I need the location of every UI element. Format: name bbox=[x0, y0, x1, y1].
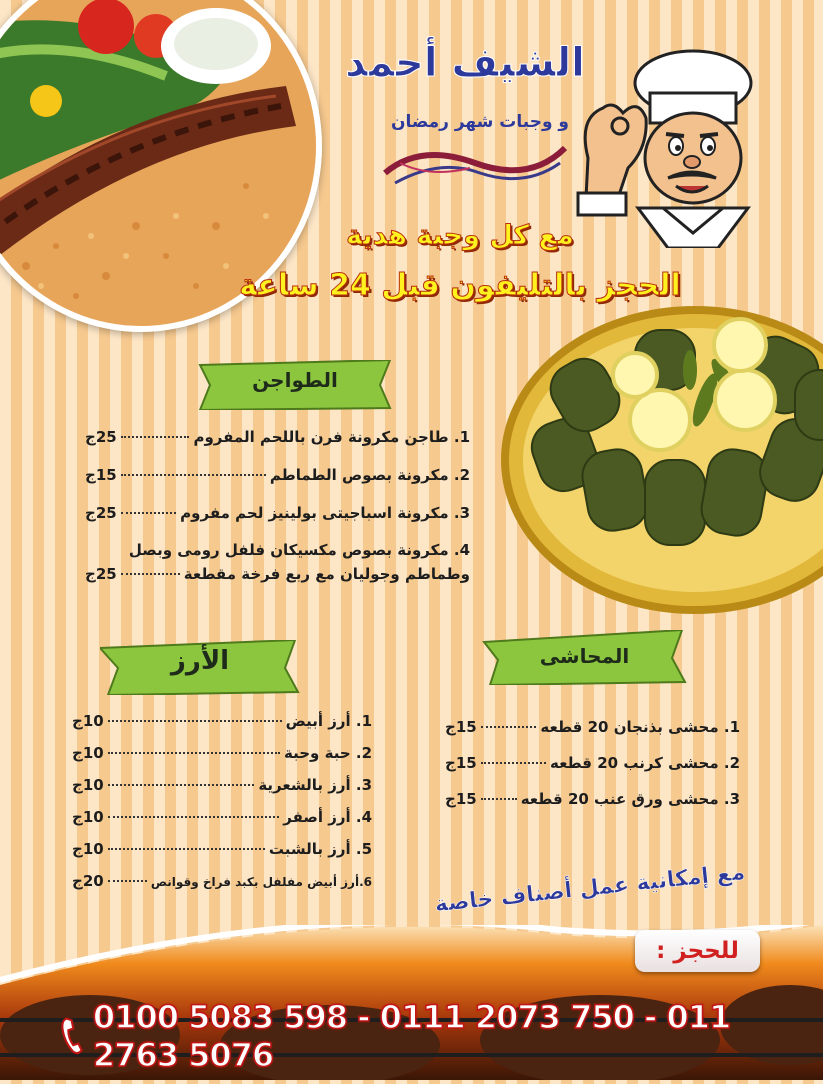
list-item bbox=[445, 790, 740, 826]
item-price: 20ج bbox=[72, 872, 104, 890]
item-price: 10ج bbox=[72, 840, 104, 858]
item-price: 25ج bbox=[85, 565, 117, 583]
item-name: 5. أرز بالشبت bbox=[268, 840, 372, 858]
rice-ribbon bbox=[100, 640, 300, 695]
item-price: 15ج bbox=[445, 754, 477, 772]
item-name: 1. محشى بذنجان 20 قطعه bbox=[540, 718, 740, 736]
item-name: 4. أرز أصفر bbox=[283, 808, 372, 826]
mahashi-title: المحاشى bbox=[539, 644, 630, 668]
dot-leader bbox=[121, 474, 266, 476]
tawajen-list bbox=[85, 428, 470, 586]
dot-leader bbox=[481, 726, 537, 728]
list-item bbox=[445, 718, 740, 754]
tawajen-title: الطواجن bbox=[252, 368, 338, 392]
list-item bbox=[72, 744, 372, 776]
dot-leader bbox=[108, 880, 147, 882]
dot-leader bbox=[481, 798, 517, 800]
dot-leader bbox=[481, 762, 546, 764]
dot-leader bbox=[121, 512, 176, 514]
page-subtitle: و وجبات شهر رمضان bbox=[390, 112, 570, 132]
item-price: 25ج bbox=[85, 428, 117, 446]
item-name-line2: وطماطم وجوليان مع ربع فرخة مقطعة bbox=[183, 565, 470, 583]
item-name: 6.أرز أبيض مفلفل بكبد فراخ وقوانص bbox=[150, 875, 372, 889]
page-title: الشيف أحمد bbox=[345, 40, 585, 86]
list-item bbox=[72, 712, 372, 744]
item-price: 10ج bbox=[72, 712, 104, 730]
item-name: 3. أرز بالشعرية bbox=[258, 776, 372, 794]
dot-leader bbox=[108, 816, 280, 818]
mahashi-list bbox=[445, 718, 740, 826]
item-price: 25ج bbox=[85, 504, 117, 522]
item-name-line1: 4. مكرونة بصوص مكسيكان فلفل رومى وبصل bbox=[128, 541, 470, 559]
item-price: 15ج bbox=[445, 790, 477, 808]
dot-leader bbox=[108, 848, 265, 850]
list-item bbox=[445, 754, 740, 790]
item-name: 3. محشى ورق عنب 20 قطعه bbox=[520, 790, 740, 808]
list-item bbox=[85, 466, 470, 504]
special-orders-note: مع إمكانية عمل أصناف خاصة bbox=[433, 860, 747, 918]
list-item bbox=[85, 428, 470, 466]
rice-title: الأرز bbox=[170, 646, 230, 676]
item-name: 3. مكرونة اسباجيتى بولينيز لحم مفروم bbox=[180, 504, 470, 522]
dot-leader bbox=[121, 436, 190, 438]
booking-label: للحجز : bbox=[635, 930, 760, 972]
dot-leader bbox=[108, 752, 280, 754]
item-price: 10ج bbox=[72, 744, 104, 762]
dot-leader bbox=[121, 573, 180, 575]
mahashi-ribbon bbox=[482, 630, 687, 685]
list-item bbox=[72, 840, 372, 872]
rice-list bbox=[72, 712, 372, 904]
list-item bbox=[72, 776, 372, 808]
swirl-ornament bbox=[380, 138, 570, 193]
gift-promo: مع كل وجبة هدية bbox=[346, 220, 574, 251]
phone-icon bbox=[60, 1013, 85, 1059]
dot-leader bbox=[108, 720, 282, 722]
item-name: 1. طاجن مكرونة فرن باللحم المفروم bbox=[193, 428, 470, 446]
item-name: 2. حبة وحبة bbox=[284, 744, 372, 762]
list-item bbox=[72, 872, 372, 904]
item-price: 15ج bbox=[85, 466, 117, 484]
item-price: 10ج bbox=[72, 776, 104, 794]
list-item bbox=[85, 504, 470, 542]
tawajen-ribbon bbox=[195, 360, 395, 410]
item-name: 2. مكرونة بصوص الطماطم bbox=[269, 466, 470, 484]
phone-list: 0100 5083 598 - 0111 2073 750 - 011 2763 5076 bbox=[92, 998, 731, 1074]
item-name: 2. محشى كرنب 20 قطعه bbox=[549, 754, 740, 772]
item-price: 15ج bbox=[445, 718, 477, 736]
item-price: 10ج bbox=[72, 808, 104, 826]
list-item bbox=[72, 808, 372, 840]
booking-notice: الحجز بالتليفون قبل 24 ساعة bbox=[239, 268, 681, 303]
dolma-photo bbox=[495, 300, 823, 620]
item-name: 1. أرز أبيض bbox=[285, 712, 372, 730]
dot-leader bbox=[108, 784, 255, 786]
phone-numbers bbox=[60, 998, 780, 1074]
list-item bbox=[85, 538, 470, 586]
